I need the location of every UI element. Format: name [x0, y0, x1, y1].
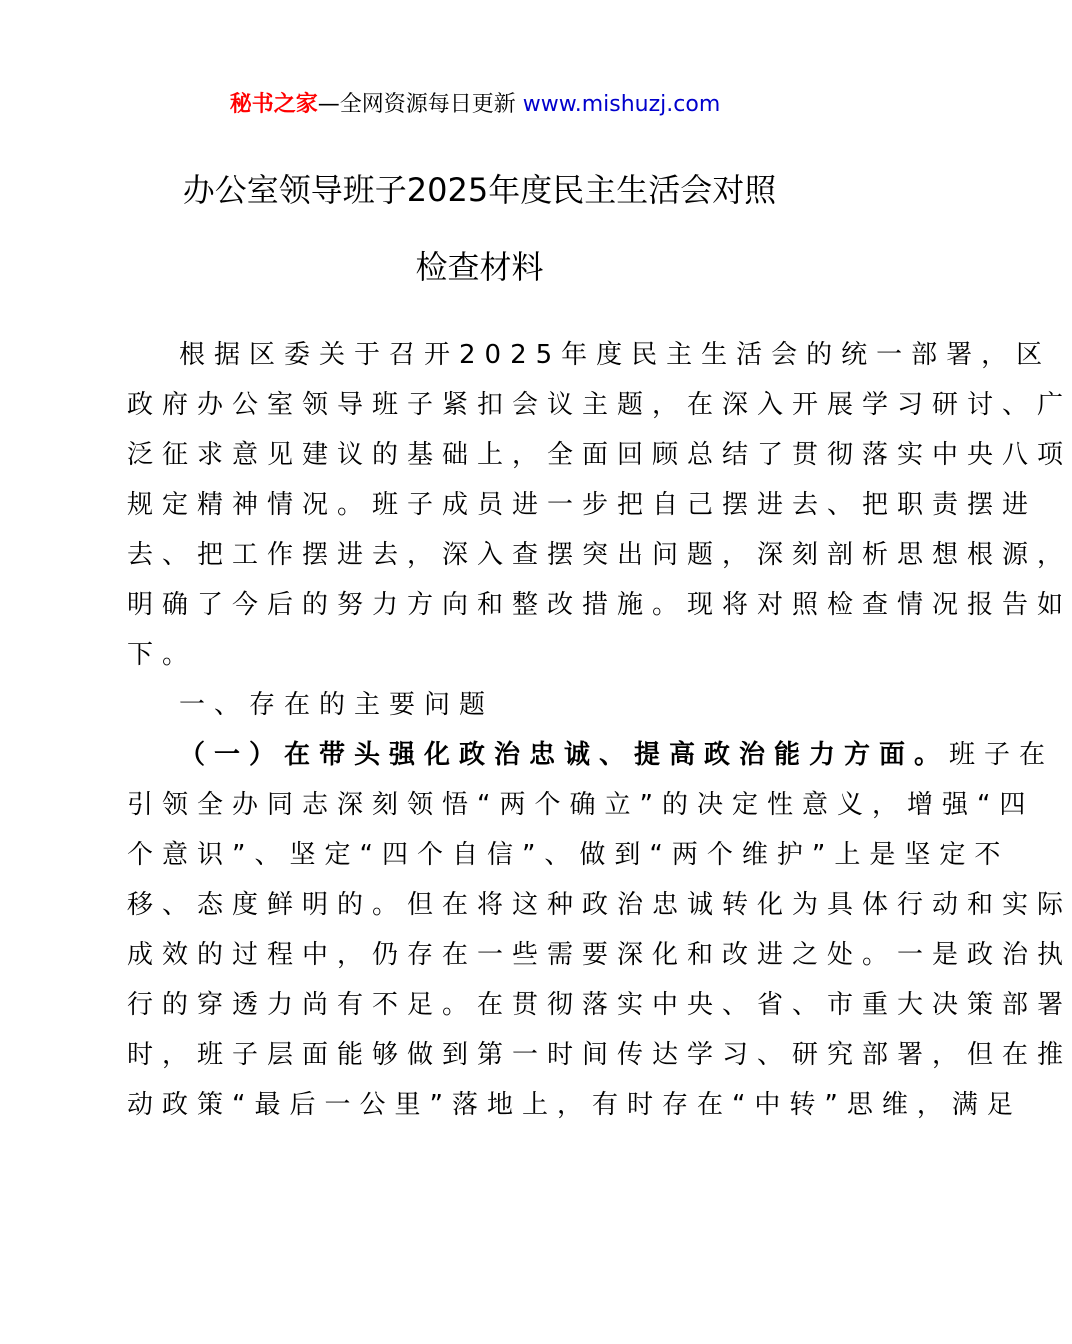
paragraph-line: 成效的过程中，仍存在一些需要深化和改进之处。一是政治执 [127, 940, 1072, 970]
brand-slogan: —全网资源每日更新 [317, 92, 516, 117]
title-line-2: 检查材料 [415, 248, 544, 286]
paragraph-line: 动政策“最后一公里”落地上，有时存在“中转”思维，满足 [127, 1090, 1022, 1120]
paragraph-line: 泛征求意见建议的基础上，全面回顾总结了贯彻落实中央八项 [127, 440, 1072, 470]
paragraph-line: 政府办公室领导班子紧扣会议主题，在深入开展学习研讨、广 [127, 390, 1072, 420]
subsection-text: 班子在 [949, 740, 1055, 770]
paragraph-line: 规定精神情况。班子成员进一步把自己摆进去、把职责摆进 [127, 490, 1038, 520]
title-line-1: 办公室领导班子2025年度民主生活会对照 [182, 171, 777, 209]
paragraph-line: 根据区委关于召开2025年度民主生活会的统一部署，区 [179, 340, 1052, 370]
paragraph-line: 个意识”、坚定“四个自信”、做到“两个维护”上是坚定不 [127, 840, 1010, 870]
paragraph-line: 行的穿透力尚有不足。在贯彻落实中央、省、市重大决策部署 [127, 990, 1072, 1020]
subsection-heading: （一）在带头强化政治忠诚、提高政治能力方面。 [179, 740, 950, 770]
intro-paragraph [127, 330, 1072, 680]
site-url-link[interactable]: www.mishuzj.com [522, 92, 721, 117]
site-banner [0, 88, 950, 122]
document-title [127, 152, 832, 306]
document-body [127, 330, 1072, 1130]
section-heading: 一、存在的主要问题 [179, 690, 495, 720]
paragraph-line: 下。 [127, 640, 198, 670]
paragraph-line: 去、把工作摆进去，深入查摆突出问题，深刻剖析思想根源， [127, 540, 1072, 570]
paragraph-line [127, 730, 1055, 780]
paragraph-line: 明确了今后的努力方向和整改措施。现将对照检查情况报告如 [127, 590, 1072, 620]
brand-name: 秘书之家 [229, 92, 318, 117]
subsection-paragraph [127, 730, 1072, 1130]
paragraph-line: 时，班子层面能够做到第一时间传达学习、研究部署，但在推 [127, 1040, 1072, 1070]
paragraph-line: 引领全办同志深刻领悟“两个确立”的决定性意义，增强“四 [127, 790, 1035, 820]
paragraph-line: 移、态度鲜明的。但在将这种政治忠诚转化为具体行动和实际 [127, 890, 1072, 920]
